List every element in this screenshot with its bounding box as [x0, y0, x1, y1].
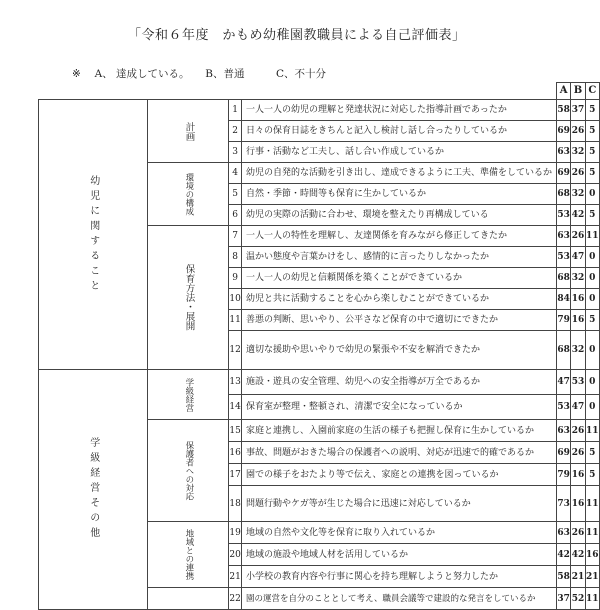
score-b: 32	[571, 142, 585, 163]
question-text: 行事・活動など工夫し、話し合い作成しているか	[241, 142, 556, 163]
score-a: 63	[556, 142, 570, 163]
question-text: 幼児と共に活動することを心から楽しむことができているか	[241, 289, 556, 310]
row-number: 14	[229, 395, 242, 420]
score-a: 47	[556, 370, 570, 395]
score-b: 26	[571, 442, 585, 464]
row-number: 18	[229, 486, 242, 522]
score-a: 37	[556, 588, 570, 610]
score-a: 42	[556, 544, 570, 566]
score-a: 53	[556, 395, 570, 420]
category-school: 学級経営その他	[39, 370, 148, 610]
score-b: 16	[571, 310, 585, 331]
row-number: 10	[229, 289, 242, 310]
score-b: 32	[571, 268, 585, 289]
category-child: 幼児に関すること	[39, 100, 148, 370]
score-a: 58	[556, 100, 570, 121]
score-c: 0	[585, 395, 599, 420]
header-row	[39, 83, 600, 100]
score-c: 0	[585, 268, 599, 289]
score-a: 63	[556, 226, 570, 247]
score-b: 53	[571, 370, 585, 395]
score-c: 11	[585, 420, 599, 442]
score-b: 16	[571, 464, 585, 486]
subcategory-environment: 環境の構成	[148, 163, 229, 226]
question-text: 一人一人の特性を理解し、友達関係を育みながら修正してきたか	[241, 226, 556, 247]
row-number: 5	[229, 184, 242, 205]
score-a: 69	[556, 442, 570, 464]
score-b: 47	[571, 395, 585, 420]
row-number: 11	[229, 310, 242, 331]
score-c: 11	[585, 226, 599, 247]
score-c: 5	[585, 442, 599, 464]
score-a: 53	[556, 205, 570, 226]
score-b: 16	[571, 289, 585, 310]
score-c: 5	[585, 464, 599, 486]
score-a: 68	[556, 331, 570, 370]
score-a: 58	[556, 566, 570, 588]
row-number: 9	[229, 268, 242, 289]
row-number: 4	[229, 163, 242, 184]
subcategory-plan: 計画	[148, 100, 229, 163]
score-b: 26	[571, 121, 585, 142]
score-b: 42	[571, 544, 585, 566]
score-b: 26	[571, 522, 585, 544]
score-a: 68	[556, 184, 570, 205]
score-c: 11	[585, 522, 599, 544]
question-text: 小学校の教育内容や行事に関心を持ち理解しようと努力したか	[241, 566, 556, 588]
score-b: 32	[571, 184, 585, 205]
score-b: 32	[571, 331, 585, 370]
row-number: 19	[229, 522, 242, 544]
question-text: 園での様子をおたより等で伝え、家庭との連携を図っているか	[241, 464, 556, 486]
document-title: 「令和６年度 かもめ幼稚園教職員による自己評価表」	[128, 28, 466, 43]
question-text: 園の運営を自分のこととして考え、職員会議等で建設的な発言をしているか	[241, 588, 556, 610]
score-c: 5	[585, 121, 599, 142]
score-c: 5	[585, 163, 599, 184]
question-text: 自然・季節・時間等も保育に生かしているか	[241, 184, 556, 205]
row-number: 15	[229, 420, 242, 442]
score-a: 68	[556, 268, 570, 289]
question-text: 保育室が整理・整頓され、清潔で安全になっているか	[241, 395, 556, 420]
score-b: 26	[571, 226, 585, 247]
score-a: 73	[556, 486, 570, 522]
score-c: 5	[585, 142, 599, 163]
row-number: 21	[229, 566, 242, 588]
score-c: 0	[585, 331, 599, 370]
question-text: 事故、問題がおきた場合の保護者への説明、対応が迅速で的確であるか	[241, 442, 556, 464]
score-c: 5	[585, 205, 599, 226]
score-c: 0	[585, 289, 599, 310]
question-text: 幼児の実際の活動に合わせ、環境を整えたり再構成している	[241, 205, 556, 226]
subcategory-community: 地域との連携	[148, 522, 229, 588]
rating-legend: ※ A、 達成している。 B、普通 C、不十分	[72, 68, 327, 80]
question-text: 適切な援助や思いやりで幼児の緊張や不安を解消できたか	[241, 331, 556, 370]
evaluation-table	[38, 82, 600, 610]
score-a: 63	[556, 420, 570, 442]
subcategory-parents: 保護者への対応	[148, 420, 229, 522]
score-b: 21	[571, 566, 585, 588]
score-a: 79	[556, 464, 570, 486]
question-text: 家庭と連携し、入園前家庭の生活の様子も把握し保育に生かしているか	[241, 420, 556, 442]
column-header-c: C	[585, 83, 599, 100]
row-number: 3	[229, 142, 242, 163]
score-a: 69	[556, 121, 570, 142]
column-header-a: A	[556, 83, 570, 100]
row-number: 2	[229, 121, 242, 142]
row-number: 12	[229, 331, 242, 370]
score-c: 11	[585, 486, 599, 522]
question-text: 地域の施設や地域人材を活用しているか	[241, 544, 556, 566]
subcategory-method: 保育方法・展開	[148, 226, 229, 370]
score-b: 52	[571, 588, 585, 610]
score-c: 5	[585, 100, 599, 121]
question-text: 一人一人の幼児の理解と発達状況に対応した指導計画であったか	[241, 100, 556, 121]
score-b: 26	[571, 420, 585, 442]
score-b: 16	[571, 486, 585, 522]
score-c: 21	[585, 566, 599, 588]
score-c: 0	[585, 370, 599, 395]
score-b: 37	[571, 100, 585, 121]
score-a: 84	[556, 289, 570, 310]
row-number: 1	[229, 100, 242, 121]
score-b: 42	[571, 205, 585, 226]
score-a: 63	[556, 522, 570, 544]
question-text: 一人一人の幼児と信頼関係を築くことができているか	[241, 268, 556, 289]
column-header-b: B	[571, 83, 585, 100]
question-text: 日々の保育日誌をきちんと記入し検討し話し合ったりしているか	[241, 121, 556, 142]
question-text: 施設・遊具の安全管理、幼児への安全指導が万全であるか	[241, 370, 556, 395]
question-text: 問題行動やケガ等が生じた場合に迅速に対応しているか	[241, 486, 556, 522]
question-text: 地域の自然や文化等を保育に取り入れているか	[241, 522, 556, 544]
score-a: 69	[556, 163, 570, 184]
question-text: 幼児の自発的な活動を引き出し、達成できるように工夫、準備をしているか	[241, 163, 556, 184]
question-text: 善悪の判断、思いやり、公平さなど保育の中で適切にできたか	[241, 310, 556, 331]
score-c: 11	[585, 588, 599, 610]
subcategory-class: 学級経営	[148, 370, 229, 420]
row-number: 16	[229, 442, 242, 464]
row-number: 17	[229, 464, 242, 486]
score-c: 16	[585, 544, 599, 566]
row-number: 20	[229, 544, 242, 566]
row-number: 7	[229, 226, 242, 247]
score-a: 53	[556, 247, 570, 268]
score-b: 26	[571, 163, 585, 184]
score-c: 0	[585, 184, 599, 205]
row-number: 8	[229, 247, 242, 268]
row-number: 13	[229, 370, 242, 395]
score-a: 79	[556, 310, 570, 331]
question-text: 温かい態度や言葉かけをし、感情的に言ったりしなかったか	[241, 247, 556, 268]
score-b: 47	[571, 247, 585, 268]
score-c: 5	[585, 310, 599, 331]
score-c: 0	[585, 247, 599, 268]
row-number: 22	[229, 588, 242, 610]
row-number: 6	[229, 205, 242, 226]
